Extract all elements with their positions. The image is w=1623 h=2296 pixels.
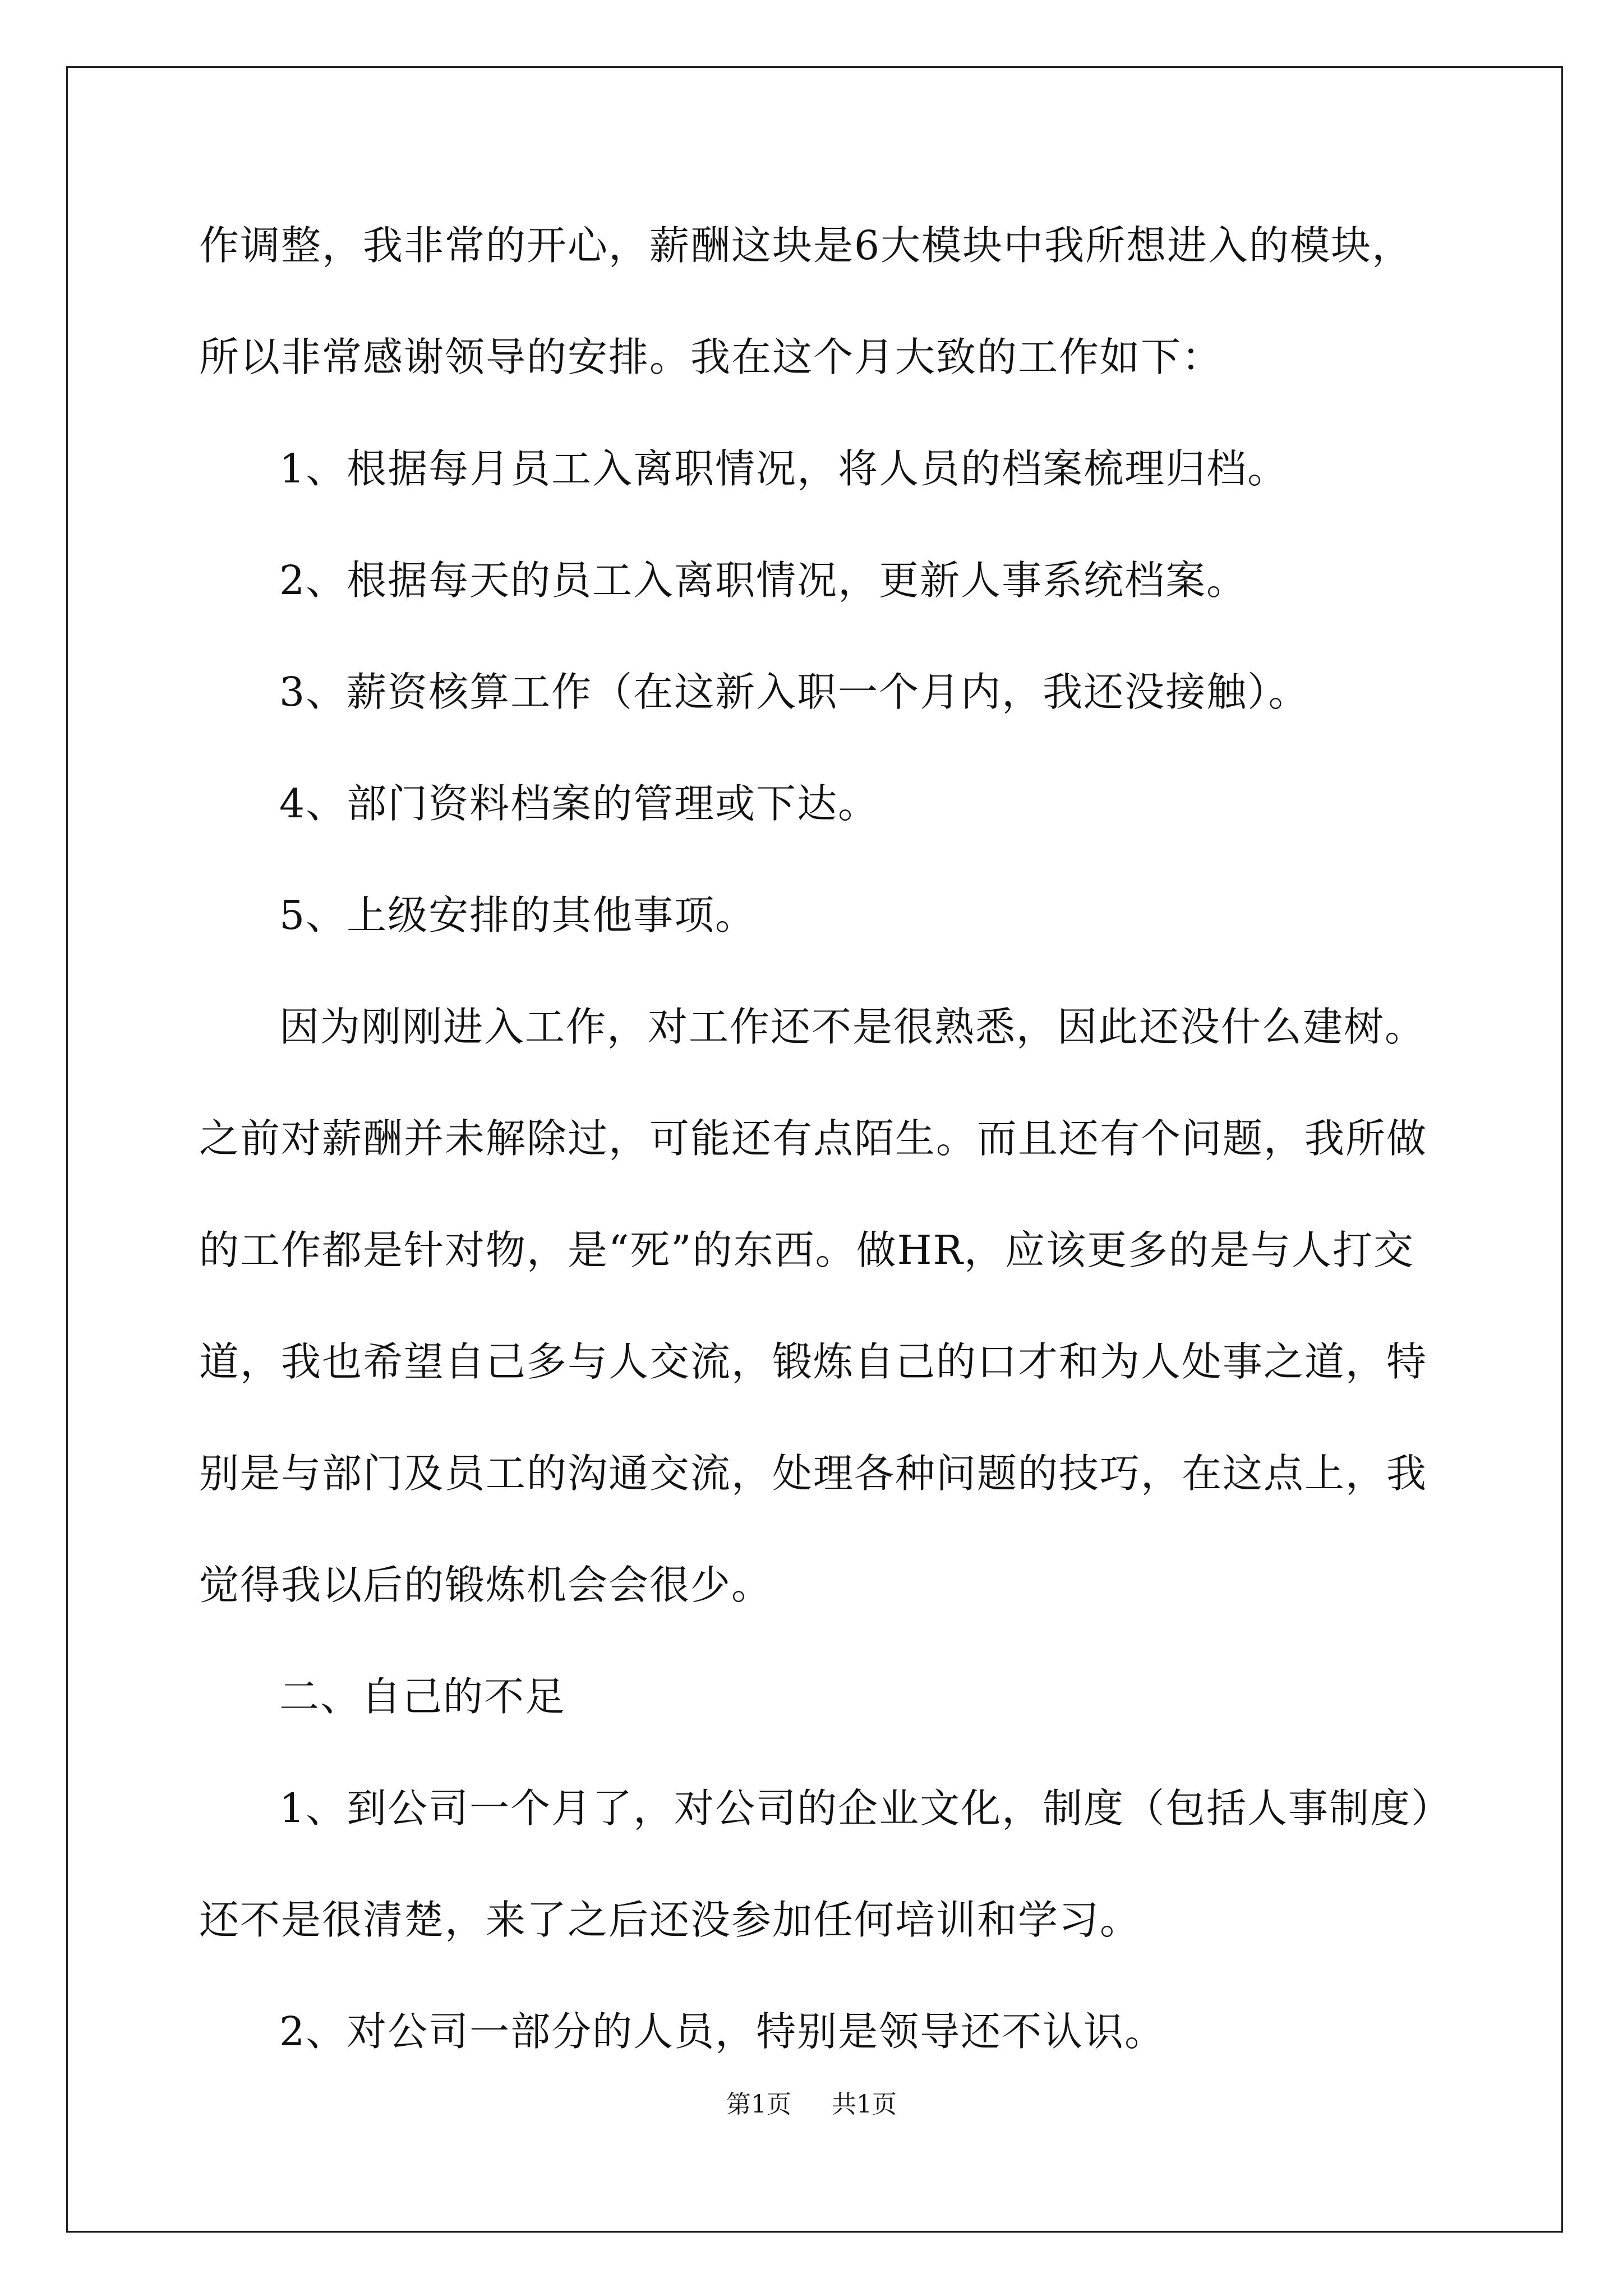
paragraph-line: 道，我也希望自己多与人交流，锻炼自己的口才和为人处事之道，特 xyxy=(199,1338,1428,1385)
paragraph-line: 之前对薪酬并未解除过，可能还有点陌生。而且还有个问题，我所做 xyxy=(199,1115,1428,1162)
paragraph-line: 因为刚刚进入工作，对工作还不是很熟悉，因此还没什么建树。 xyxy=(279,1004,1426,1050)
paragraph-line: 的工作都是针对物，是“死”的东西。做HR，应该更多的是与人打交 xyxy=(199,1227,1414,1273)
document-body xyxy=(199,190,1453,2087)
paragraph-line: 别是与部门及员工的沟通交流，处理各种问题的技巧，在这点上，我 xyxy=(199,1450,1428,1497)
list-item: 5、上级安排的其他事项。 xyxy=(279,892,757,938)
section-heading: 二、自己的不足 xyxy=(279,1673,566,1720)
list-item: 4、部门资料档案的管理或下达。 xyxy=(279,780,879,827)
page-number: 第1页 xyxy=(726,2090,791,2119)
list-item: 2、根据每天的员工入离职情况，更新人事系统档案。 xyxy=(279,557,1248,604)
page-footer xyxy=(0,2088,1623,2122)
list-item: 3、薪资核算工作（在这新入职一个月内，我还没接触）。 xyxy=(279,669,1310,715)
list-item: 1、根据每月员工入离职情况，将人员的档案梳理归档。 xyxy=(279,445,1289,492)
paragraph-line: 觉得我以后的锻炼机会会很少。 xyxy=(199,1562,773,1608)
paragraph-line: 作调整，我非常的开心，薪酬这块是6大模块中我所想进入的模块， xyxy=(199,222,1413,269)
list-item: 1、到公司一个月了，对公司的企业文化，制度（包括人事制度） xyxy=(279,1785,1453,1832)
paragraph-line: 所以非常感谢领导的安排。我在这个月大致的工作如下： xyxy=(199,334,1223,380)
page-total: 共1页 xyxy=(832,2090,897,2119)
paragraph-line: 还不是很清楚，来了之后还没参加任何培训和学习。 xyxy=(199,1897,1141,1943)
list-item: 2、对公司一部分的人员，特别是领导还不认识。 xyxy=(279,2008,1166,2055)
